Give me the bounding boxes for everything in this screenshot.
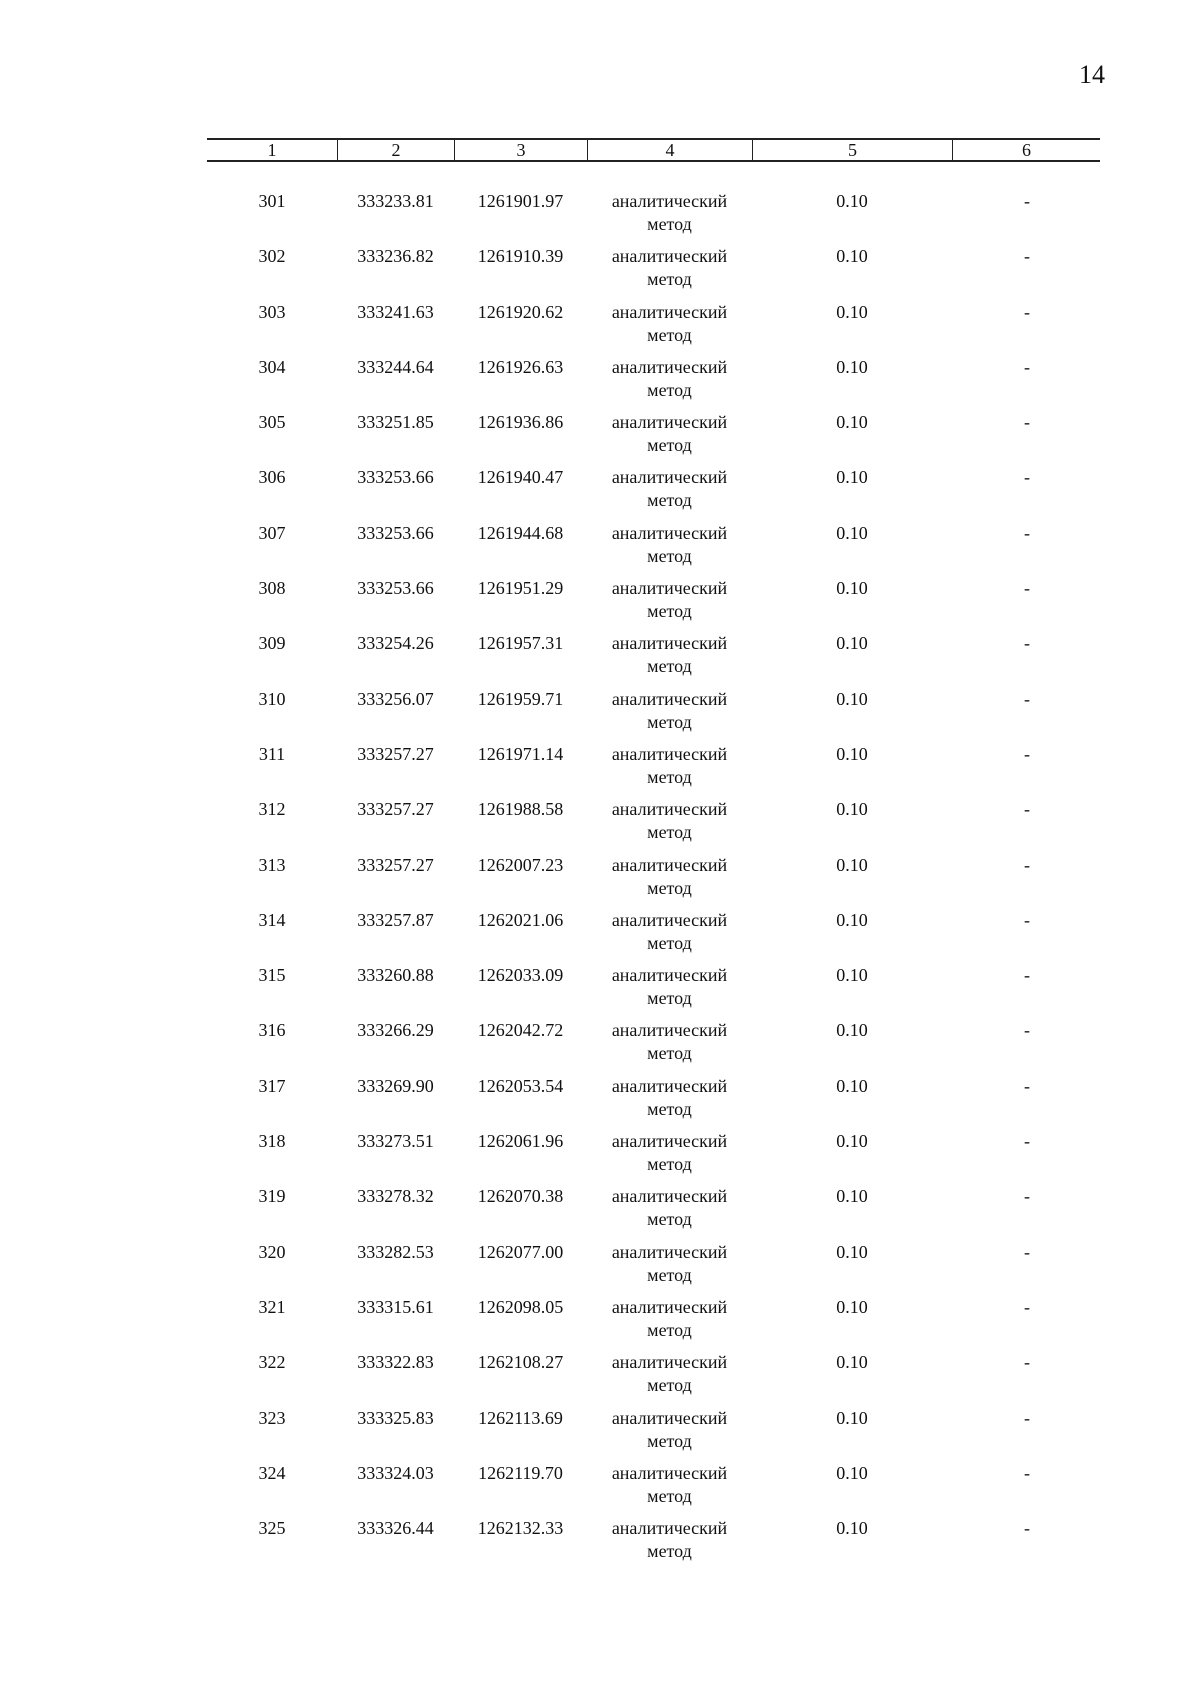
table-row xyxy=(207,245,1100,300)
accuracy-value: 0.10 xyxy=(836,1075,868,1096)
method-cell xyxy=(587,798,752,844)
coordinate-y: 1261910.39 xyxy=(477,246,564,267)
point-number: 317 xyxy=(258,1075,286,1096)
table-row xyxy=(207,1462,1100,1517)
point-number: 324 xyxy=(258,1462,286,1483)
method-line-1: аналитический xyxy=(611,743,728,764)
coordinate-y: 1261959.71 xyxy=(477,688,564,709)
method-line-1: аналитический xyxy=(611,1518,728,1539)
point-number: 314 xyxy=(258,909,286,930)
coordinate-y: 1261944.68 xyxy=(477,522,564,543)
coordinate-x: 333273.51 xyxy=(357,1131,434,1152)
method-line-1: аналитический xyxy=(611,965,728,986)
accuracy-value: 0.10 xyxy=(836,965,868,986)
method-cell xyxy=(587,301,752,347)
point-number: 308 xyxy=(258,578,286,599)
method-cell xyxy=(587,854,752,900)
method-cell xyxy=(587,1241,752,1287)
method-cell xyxy=(587,1351,752,1397)
point-number: 304 xyxy=(258,356,286,377)
method-line-1: аналитический xyxy=(611,1075,728,1096)
method-line-2: метод xyxy=(647,435,692,456)
method-cell xyxy=(587,743,752,789)
method-line-2: метод xyxy=(647,1043,692,1064)
point-number: 321 xyxy=(258,1296,286,1317)
note-value: - xyxy=(1024,191,1030,211)
table-header xyxy=(207,138,1100,162)
coordinate-x: 333257.27 xyxy=(357,854,434,875)
point-number: 325 xyxy=(258,1518,286,1539)
coordinate-x: 333251.85 xyxy=(357,412,434,433)
table-body xyxy=(207,190,1100,1572)
method-line-2: метод xyxy=(647,379,692,400)
method-cell xyxy=(587,1462,752,1508)
method-line-2: метод xyxy=(647,1319,692,1340)
coordinate-y: 1261971.14 xyxy=(477,743,564,764)
accuracy-value: 0.10 xyxy=(836,633,868,654)
coordinate-y: 1261951.29 xyxy=(477,578,564,599)
method-line-1: аналитический xyxy=(611,191,728,211)
method-line-2: метод xyxy=(647,932,692,953)
accuracy-value: 0.10 xyxy=(836,909,868,930)
method-cell xyxy=(587,1130,752,1176)
method-cell xyxy=(587,577,752,623)
method-line-1: аналитический xyxy=(611,301,728,322)
coordinate-y: 1262070.38 xyxy=(477,1186,564,1207)
coordinate-y: 1262113.69 xyxy=(478,1407,563,1428)
point-number: 305 xyxy=(258,412,286,433)
accuracy-value: 0.10 xyxy=(836,743,868,764)
coordinate-x: 333326.44 xyxy=(357,1518,434,1539)
table-row xyxy=(207,1296,1100,1351)
method-line-2: метод xyxy=(647,1430,692,1451)
table-row xyxy=(207,1517,1100,1572)
coordinate-y: 1262053.54 xyxy=(477,1075,564,1096)
method-line-1: аналитический xyxy=(611,578,728,599)
method-cell xyxy=(587,1019,752,1065)
point-number: 315 xyxy=(258,965,286,986)
note-value: - xyxy=(1024,799,1030,820)
coordinate-x: 333325.83 xyxy=(357,1407,434,1428)
table-row xyxy=(207,1351,1100,1406)
point-number: 311 xyxy=(258,743,286,764)
coordinate-y: 1262098.05 xyxy=(477,1296,564,1317)
note-value: - xyxy=(1024,1075,1030,1096)
method-line-2: метод xyxy=(647,601,692,622)
method-line-2: метод xyxy=(647,1375,692,1396)
table-row xyxy=(207,964,1100,1019)
accuracy-value: 0.10 xyxy=(836,688,868,709)
coordinate-x: 333254.26 xyxy=(357,633,434,654)
coordinate-x: 333244.64 xyxy=(357,356,434,377)
point-number: 302 xyxy=(258,246,286,267)
table-row xyxy=(207,688,1100,743)
accuracy-value: 0.10 xyxy=(836,1186,868,1207)
table-row xyxy=(207,632,1100,687)
point-number: 309 xyxy=(258,633,286,654)
table-row xyxy=(207,301,1100,356)
coordinate-y: 1261957.31 xyxy=(477,633,564,654)
accuracy-value: 0.10 xyxy=(836,1518,868,1539)
method-cell xyxy=(587,466,752,512)
method-line-2: метод xyxy=(647,324,692,345)
note-value: - xyxy=(1024,467,1030,488)
method-line-1: аналитический xyxy=(611,1407,728,1428)
method-cell xyxy=(587,245,752,291)
method-line-1: аналитический xyxy=(611,1462,728,1483)
point-number: 322 xyxy=(258,1352,286,1373)
coordinate-x: 333257.27 xyxy=(357,799,434,820)
coordinate-y: 1262042.72 xyxy=(477,1020,564,1041)
table-row xyxy=(207,466,1100,521)
note-value: - xyxy=(1024,522,1030,543)
table-row xyxy=(207,190,1100,245)
coordinate-x: 333236.82 xyxy=(357,246,434,267)
method-cell xyxy=(587,1185,752,1231)
method-line-1: аналитический xyxy=(611,909,728,930)
coordinate-x: 333233.81 xyxy=(357,191,434,211)
note-value: - xyxy=(1024,633,1030,654)
point-number: 319 xyxy=(258,1186,286,1207)
table-row xyxy=(207,1019,1100,1074)
note-value: - xyxy=(1024,1020,1030,1041)
method-line-1: аналитический xyxy=(611,522,728,543)
method-line-2: метод xyxy=(647,1485,692,1506)
table-row xyxy=(207,577,1100,632)
note-value: - xyxy=(1024,301,1030,322)
method-line-2: метод xyxy=(647,877,692,898)
point-number: 318 xyxy=(258,1131,286,1152)
point-number: 306 xyxy=(258,467,286,488)
table-row xyxy=(207,1130,1100,1185)
method-line-2: метод xyxy=(647,214,692,234)
note-value: - xyxy=(1024,246,1030,267)
method-cell xyxy=(587,356,752,402)
coordinate-y: 1262119.70 xyxy=(478,1462,563,1483)
method-line-2: метод xyxy=(647,1209,692,1230)
method-line-1: аналитический xyxy=(611,1131,728,1152)
note-value: - xyxy=(1024,1296,1030,1317)
method-line-1: аналитический xyxy=(611,412,728,433)
method-cell xyxy=(587,190,752,236)
method-line-2: метод xyxy=(647,766,692,787)
coordinate-y: 1261988.58 xyxy=(477,799,564,820)
accuracy-value: 0.10 xyxy=(836,799,868,820)
method-line-2: метод xyxy=(647,490,692,511)
method-line-1: аналитический xyxy=(611,356,728,377)
coordinate-y: 1261926.63 xyxy=(477,356,564,377)
coordinate-x: 333324.03 xyxy=(357,1462,434,1483)
accuracy-value: 0.10 xyxy=(836,301,868,322)
accuracy-value: 0.10 xyxy=(836,1131,868,1152)
coordinate-y: 1261920.62 xyxy=(477,301,564,322)
method-line-1: аналитический xyxy=(611,799,728,820)
table-row xyxy=(207,1075,1100,1130)
method-line-2: метод xyxy=(647,711,692,732)
method-cell xyxy=(587,1517,752,1563)
coordinate-x: 333315.61 xyxy=(357,1296,434,1317)
method-line-1: аналитический xyxy=(611,688,728,709)
method-cell xyxy=(587,964,752,1010)
note-value: - xyxy=(1024,909,1030,930)
coordinate-y: 1261940.47 xyxy=(477,467,564,488)
method-line-2: метод xyxy=(647,822,692,843)
note-value: - xyxy=(1024,412,1030,433)
coordinate-y: 1262108.27 xyxy=(477,1352,564,1373)
note-value: - xyxy=(1024,1186,1030,1207)
table-row xyxy=(207,743,1100,798)
method-line-1: аналитический xyxy=(611,854,728,875)
column-header-4: 4 xyxy=(587,140,752,160)
point-number: 310 xyxy=(258,688,286,709)
coordinate-x: 333241.63 xyxy=(357,301,434,322)
table-row xyxy=(207,854,1100,909)
column-header-2: 2 xyxy=(337,140,454,160)
table-row xyxy=(207,909,1100,964)
method-cell xyxy=(587,522,752,568)
point-number: 303 xyxy=(258,301,286,322)
note-value: - xyxy=(1024,743,1030,764)
accuracy-value: 0.10 xyxy=(836,356,868,377)
coordinate-x: 333269.90 xyxy=(357,1075,434,1096)
method-line-2: метод xyxy=(647,988,692,1009)
method-cell xyxy=(587,1296,752,1342)
note-value: - xyxy=(1024,356,1030,377)
accuracy-value: 0.10 xyxy=(836,1407,868,1428)
column-header-1: 1 xyxy=(267,140,277,160)
note-value: - xyxy=(1024,1241,1030,1262)
method-cell xyxy=(587,632,752,678)
note-value: - xyxy=(1024,1352,1030,1373)
method-cell xyxy=(587,688,752,734)
coordinate-x: 333257.87 xyxy=(357,909,434,930)
accuracy-value: 0.10 xyxy=(836,578,868,599)
method-line-2: метод xyxy=(647,1264,692,1285)
point-number: 301 xyxy=(258,191,286,211)
point-number: 313 xyxy=(258,854,286,875)
method-cell xyxy=(587,909,752,955)
coordinate-x: 333253.66 xyxy=(357,522,434,543)
table-row xyxy=(207,798,1100,853)
accuracy-value: 0.10 xyxy=(836,1296,868,1317)
accuracy-value: 0.10 xyxy=(836,412,868,433)
method-line-2: метод xyxy=(647,269,692,290)
coordinate-y: 1261936.86 xyxy=(477,412,564,433)
column-header-5: 5 xyxy=(752,140,952,160)
note-value: - xyxy=(1024,578,1030,599)
note-value: - xyxy=(1024,1462,1030,1483)
coordinate-x: 333322.83 xyxy=(357,1352,434,1373)
method-line-2: метод xyxy=(647,1154,692,1175)
accuracy-value: 0.10 xyxy=(836,1241,868,1262)
coordinate-x: 333253.66 xyxy=(357,467,434,488)
method-line-1: аналитический xyxy=(611,1241,728,1262)
note-value: - xyxy=(1024,965,1030,986)
coordinate-y: 1262077.00 xyxy=(477,1241,564,1262)
point-number: 312 xyxy=(258,799,286,820)
table-row xyxy=(207,1241,1100,1296)
coordinate-x: 333266.29 xyxy=(357,1020,434,1041)
page-number: 14 xyxy=(1079,60,1105,89)
method-line-1: аналитический xyxy=(611,1186,728,1207)
table-row xyxy=(207,411,1100,466)
table-row xyxy=(207,1185,1100,1240)
method-line-2: метод xyxy=(647,1541,692,1562)
method-line-2: метод xyxy=(647,656,692,677)
coordinate-x: 333282.53 xyxy=(357,1241,434,1262)
accuracy-value: 0.10 xyxy=(836,522,868,543)
method-line-1: аналитический xyxy=(611,1020,728,1041)
method-cell xyxy=(587,1407,752,1453)
coordinate-x: 333278.32 xyxy=(357,1186,434,1207)
coordinate-y: 1262021.06 xyxy=(477,909,564,930)
coordinate-y: 1262061.96 xyxy=(477,1131,564,1152)
method-cell xyxy=(587,1075,752,1121)
table-row xyxy=(207,1407,1100,1462)
note-value: - xyxy=(1024,688,1030,709)
accuracy-value: 0.10 xyxy=(836,854,868,875)
method-cell xyxy=(587,411,752,457)
column-header-3: 3 xyxy=(454,140,587,160)
method-line-1: аналитический xyxy=(611,1352,728,1373)
accuracy-value: 0.10 xyxy=(836,1462,868,1483)
coordinate-y: 1262007.23 xyxy=(477,854,564,875)
table-row xyxy=(207,522,1100,577)
coordinate-y: 1261901.97 xyxy=(477,191,564,211)
accuracy-value: 0.10 xyxy=(836,246,868,267)
note-value: - xyxy=(1024,1131,1030,1152)
coordinate-x: 333257.27 xyxy=(357,743,434,764)
coordinate-y: 1262132.33 xyxy=(477,1518,564,1539)
coordinate-x: 333253.66 xyxy=(357,578,434,599)
method-line-1: аналитический xyxy=(611,1296,728,1317)
coordinate-x: 333260.88 xyxy=(357,965,434,986)
method-line-1: аналитический xyxy=(611,633,728,654)
accuracy-value: 0.10 xyxy=(836,191,868,211)
point-number: 323 xyxy=(258,1407,286,1428)
method-line-1: аналитический xyxy=(611,246,728,267)
note-value: - xyxy=(1024,1518,1030,1539)
coordinate-x: 333256.07 xyxy=(357,688,434,709)
method-line-2: метод xyxy=(647,1098,692,1119)
note-value: - xyxy=(1024,1407,1030,1428)
accuracy-value: 0.10 xyxy=(836,467,868,488)
table-row xyxy=(207,356,1100,411)
point-number: 316 xyxy=(258,1020,286,1041)
accuracy-value: 0.10 xyxy=(836,1020,868,1041)
accuracy-value: 0.10 xyxy=(836,1352,868,1373)
coordinate-y: 1262033.09 xyxy=(477,965,564,986)
method-line-2: метод xyxy=(647,545,692,566)
column-header-6: 6 xyxy=(952,140,1100,160)
method-line-1: аналитический xyxy=(611,467,728,488)
point-number: 320 xyxy=(258,1241,286,1262)
note-value: - xyxy=(1024,854,1030,875)
point-number: 307 xyxy=(258,522,286,543)
